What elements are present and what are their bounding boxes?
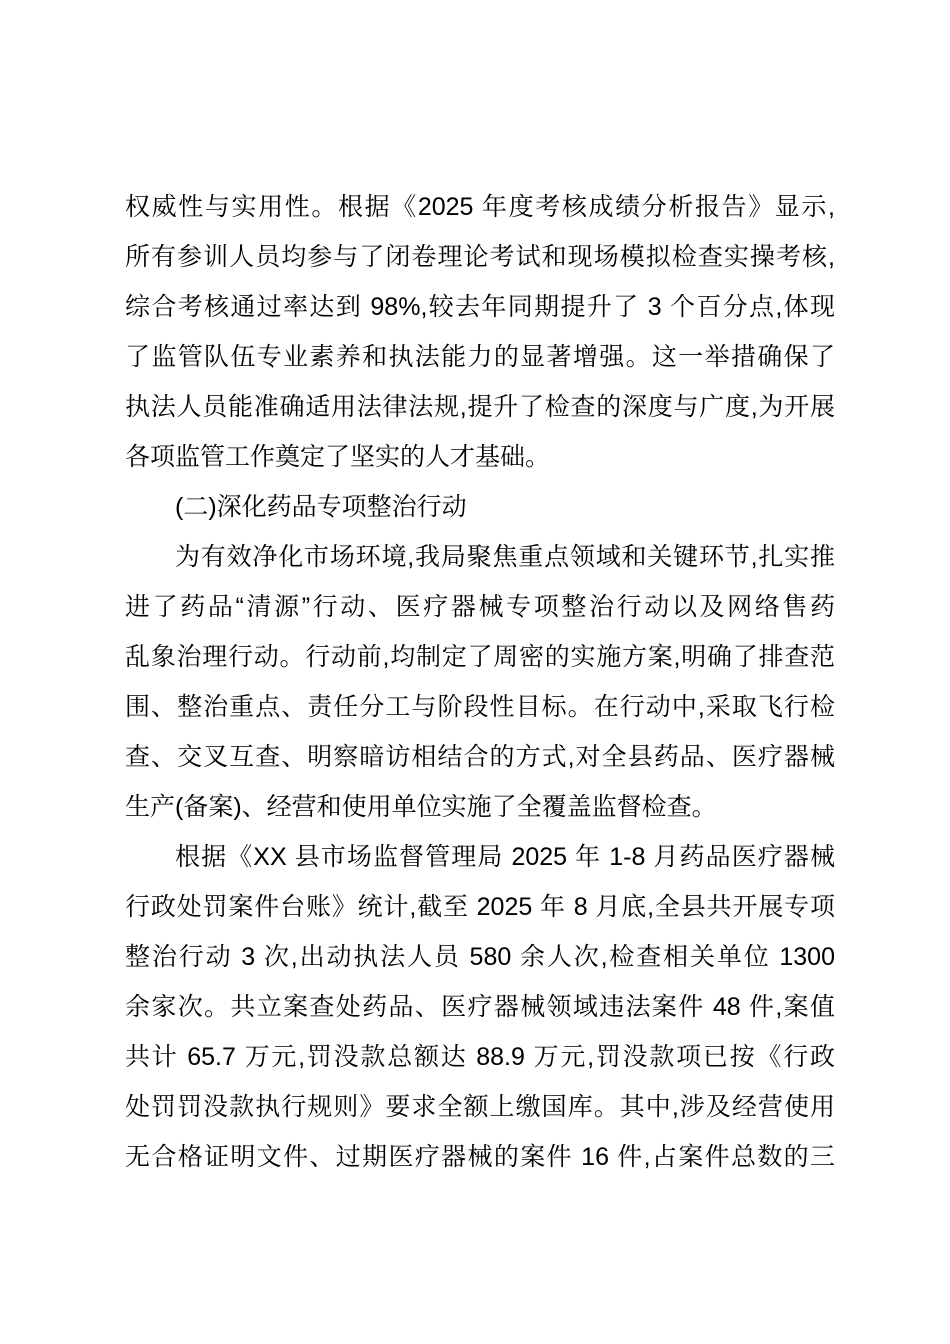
text-line: 为有效净化市场环境,我局聚焦重点领域和关键环节,扎实推 xyxy=(175,543,835,571)
section-heading xyxy=(125,482,835,532)
text-line: 乱象治理行动。行动前,均制定了周密的实施方案,明确了排查范 xyxy=(125,643,835,671)
text-line: 所有参训人员均参与了闭卷理论考试和现场模拟检查实操考核, xyxy=(125,243,835,271)
text-line: 处罚罚没款执行规则》要求全额上缴国库。其中,涉及经营使用 xyxy=(125,1093,835,1121)
text-line: 余家次。共立案查处药品、医疗器械领域违法案件 48 件,案值 xyxy=(125,993,835,1021)
text-line: 行政处罚案件台账》统计,截至 2025 年 8 月底,全县共开展专项 xyxy=(125,893,835,921)
text-line: 综合考核通过率达到 98%,较去年同期提升了 3 个百分点,体现 xyxy=(125,293,835,321)
document-text-block xyxy=(125,182,835,1182)
text-line: 权威性与实用性。根据《2025 年度考核成绩分析报告》显示, xyxy=(125,193,835,221)
text-line: (二)深化药品专项整治行动 xyxy=(175,493,467,521)
paragraph xyxy=(125,832,835,1182)
text-line: 整治行动 3 次,出动执法人员 580 余人次,检查相关单位 1300 xyxy=(125,943,835,971)
paragraph xyxy=(125,532,835,832)
text-line: 生产(备案)、经营和使用单位实施了全覆盖监督检查。 xyxy=(125,793,717,821)
paragraph xyxy=(125,182,835,482)
text-line: 共计 65.7 万元,罚没款总额达 88.9 万元,罚没款项已按《行政 xyxy=(125,1043,835,1071)
text-line: 进了药品“清源”行动、医疗器械专项整治行动以及网络售药 xyxy=(125,593,835,621)
text-line: 无合格证明文件、过期医疗器械的案件 16 件,占案件总数的三 xyxy=(125,1143,835,1171)
text-line: 查、交叉互查、明察暗访相结合的方式,对全县药品、医疗器械 xyxy=(125,743,835,771)
text-line: 根据《XX 县市场监督管理局 2025 年 1-8 月药品医疗器械 xyxy=(175,843,835,871)
text-line: 围、整治重点、责任分工与阶段性目标。在行动中,采取飞行检 xyxy=(125,693,835,721)
text-line: 各项监管工作奠定了坚实的人才基础。 xyxy=(125,443,551,471)
text-line: 执法人员能准确适用法律法规,提升了检查的深度与广度,为开展 xyxy=(125,393,835,421)
text-line: 了监管队伍专业素养和执法能力的显著增强。这一举措确保了 xyxy=(125,343,835,371)
